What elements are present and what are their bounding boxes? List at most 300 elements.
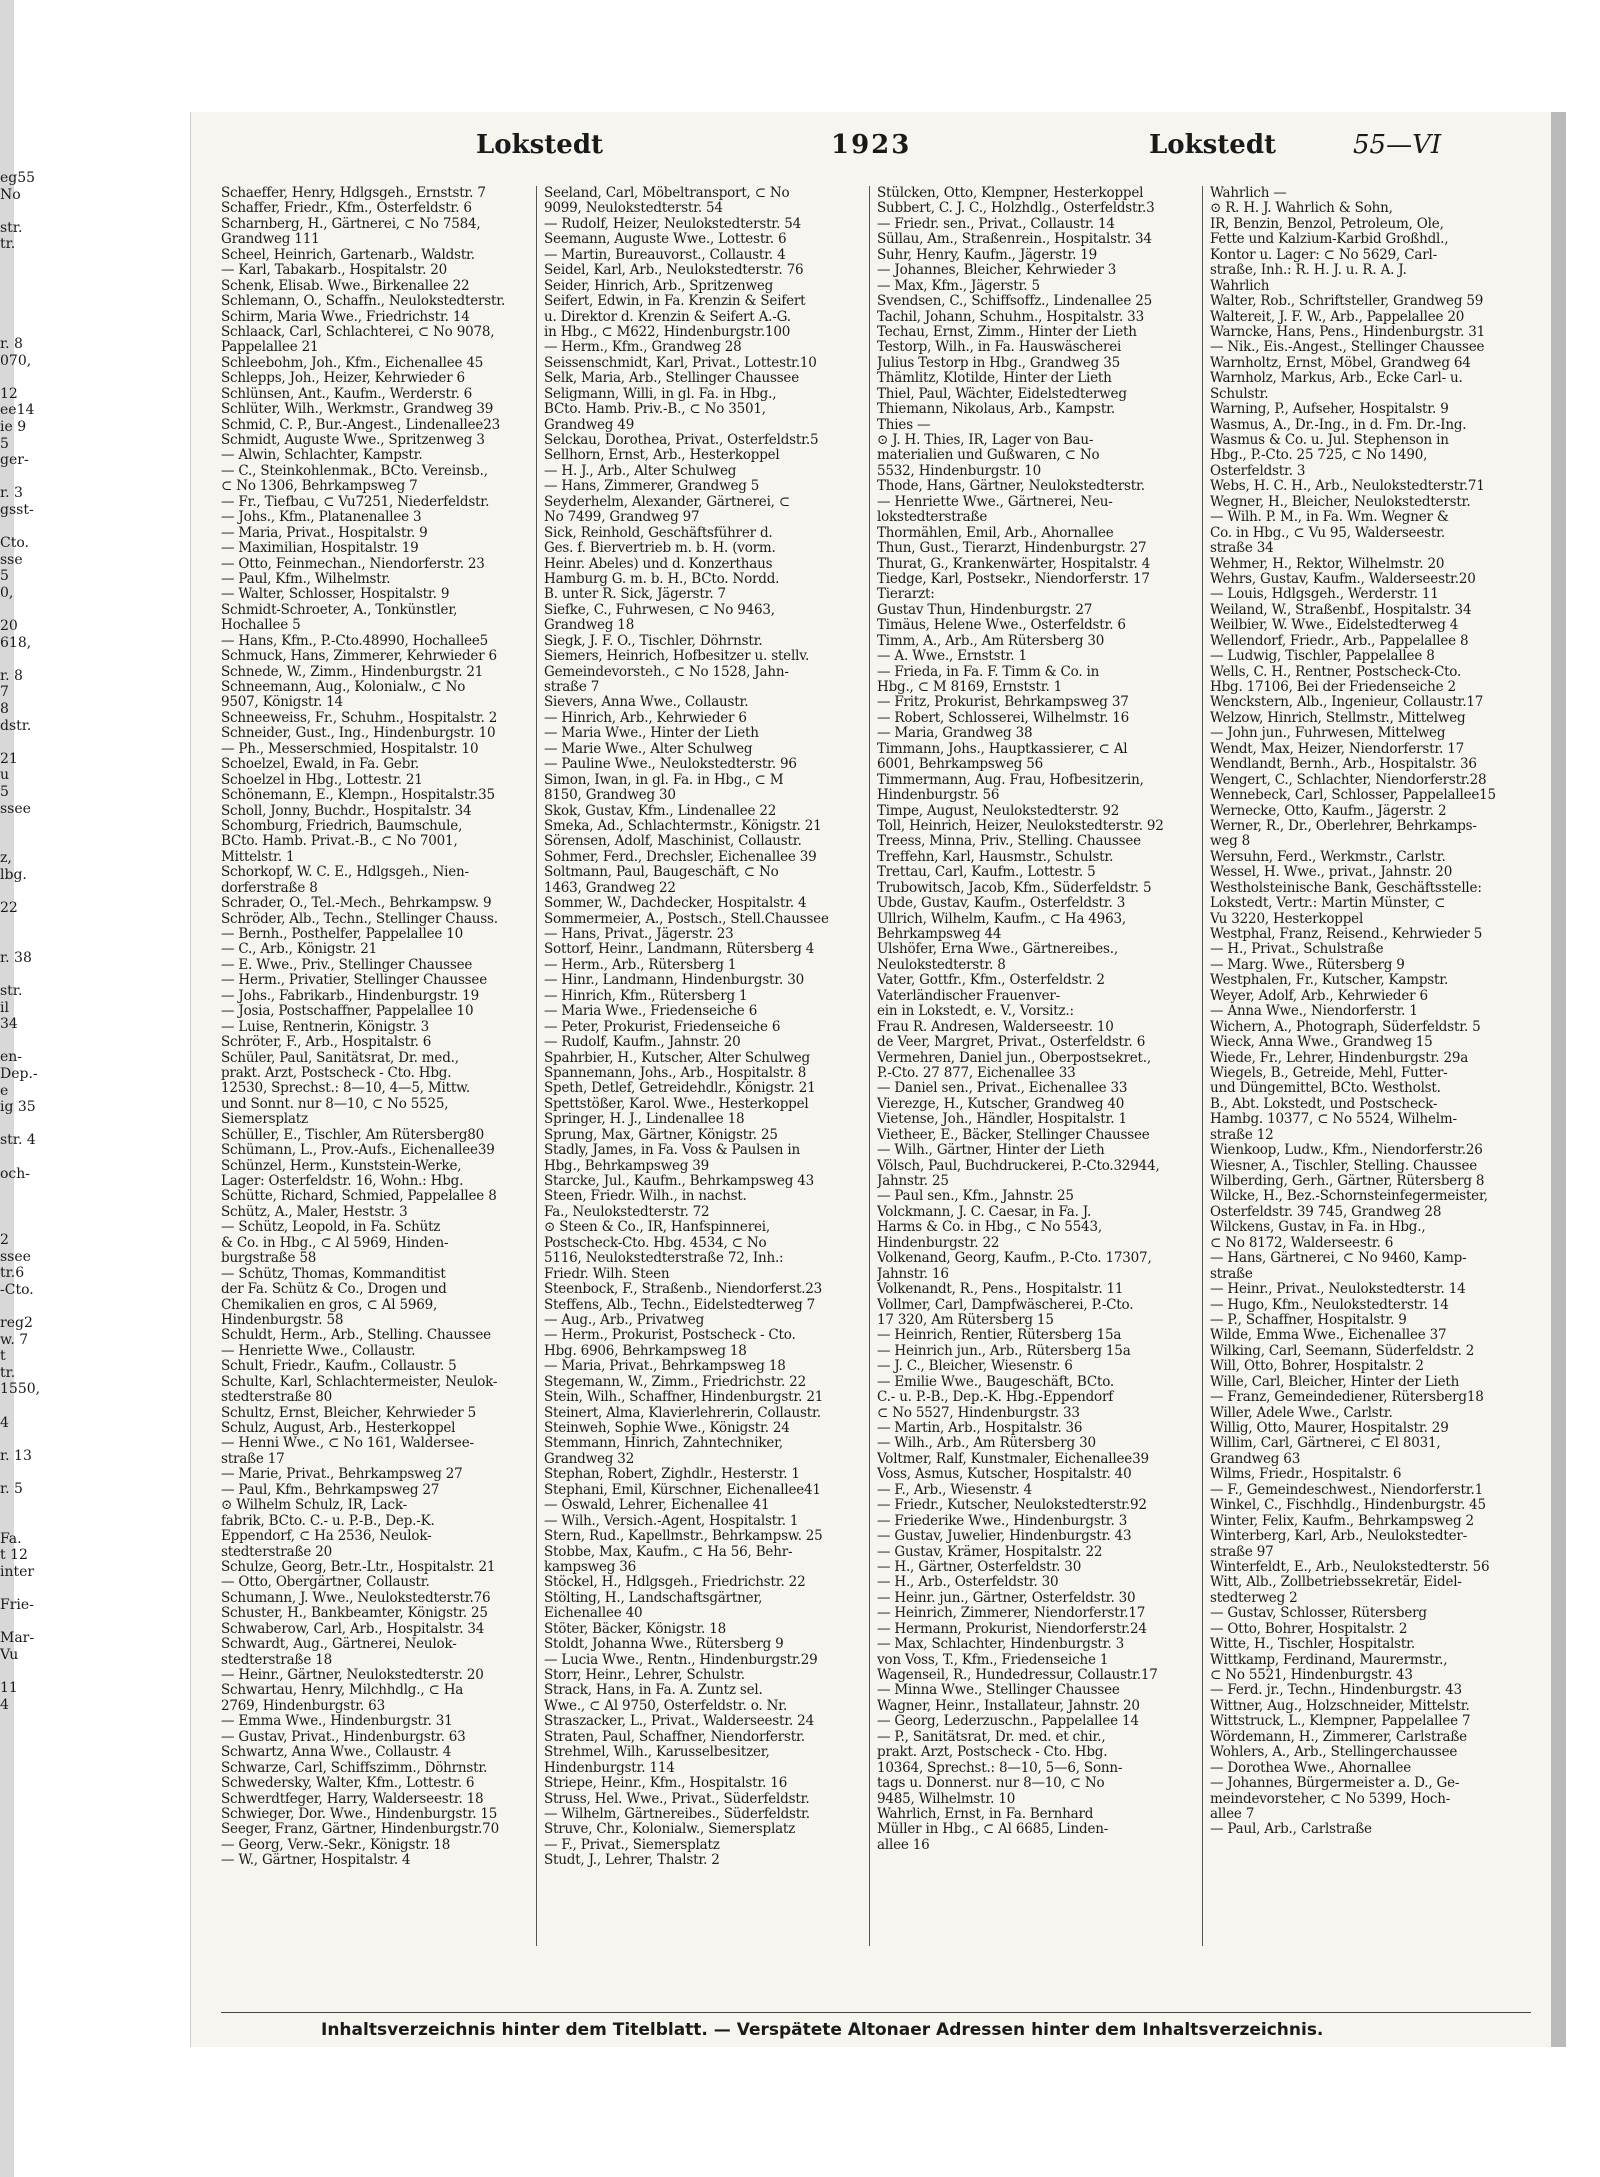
directory-entry-line: Winterberg, Karl, Arb., Neulokstedter- — [1210, 1529, 1467, 1545]
directory-entry-line: BCto. Hamb. Privat.-B., ⊂ No 7001, — [221, 834, 458, 850]
previous-page-fragment — [0, 834, 58, 851]
directory-entry-line: Stülcken, Otto, Klempner, Hesterkoppel — [877, 186, 1144, 201]
directory-entry-line: Werner, R., Dr., Oberlehrer, Behrkamps- — [1210, 818, 1477, 834]
directory-entry-line: stedterstraße 20 — [221, 1544, 332, 1560]
directory-entry-line: Wilms, Friedr., Hospitalstr. 6 — [1210, 1467, 1402, 1483]
directory-entry-line: — Hugo, Kfm., Neulokstedterstr. 14 — [1210, 1297, 1449, 1313]
directory-entry-line: — Ludwig, Tischler, Pappelallee 8 — [1210, 649, 1435, 665]
directory-entry-line: Willer, Adele Wwe., Carlstr. — [1210, 1405, 1393, 1421]
directory-entry-line: Wiede, Fr., Lehrer, Hindenburgstr. 29a — [1210, 1050, 1469, 1066]
previous-page-fragment: u — [0, 767, 10, 784]
directory-entry-line: Westphalen, Fr., Kutscher, Kampstr. — [1210, 973, 1449, 989]
previous-page-fragment: Fa. — [0, 1530, 22, 1547]
directory-entry-line: Wernecke, Otto, Kaufm., Jägerstr. 2 — [1210, 803, 1447, 819]
directory-entry-line: Vollmer, Carl, Dampfwäscherei, P.-Cto. — [877, 1297, 1134, 1313]
directory-entry-line: — Paul sen., Kfm., Jahnstr. 25 — [877, 1189, 1074, 1205]
directory-entry-line: allee 16 — [877, 1837, 930, 1853]
directory-entry-line: Weiland, W., Straßenbf., Hospitalstr. 34 — [1210, 602, 1472, 618]
directory-entry-line: Simon, Iwan, in gl. Fa. in Hbg., ⊂ M — [544, 772, 784, 788]
directory-entry-line: Volckmann, J. C. Caesar, in Fa. J. — [877, 1204, 1092, 1220]
directory-entry-line: Weyer, Adolf, Arb., Kehrwieder 6 — [1210, 988, 1428, 1004]
directory-entry-line: Thode, Hans, Gärtner, Neulokstedterstr. — [877, 479, 1145, 495]
directory-entry-line: — Johannes, Bleicher, Kehrwieder 3 — [877, 263, 1117, 279]
previous-page-fragment: 34 — [0, 1016, 18, 1033]
directory-entry-line: — H. J., Arb., Alter Schulweg — [544, 463, 737, 479]
directory-entry-line: — Herm., Arb., Rütersberg 1 — [544, 957, 737, 973]
directory-entry-line: Vu 3220, Hesterkoppel — [1210, 911, 1364, 927]
directory-entry-line: — Henni Wwe., ⊂ No 161, Waldersee- — [221, 1436, 474, 1452]
directory-entry-line: 12530, Sprechst.: 8—10, 4—5, Mittw. — [221, 1081, 470, 1097]
previous-page-fragment: 618, — [0, 634, 32, 651]
previous-page-fragment: t — [0, 1348, 6, 1365]
directory-entry-line: Schmidt, Auguste Wwe., Spritzenweg 3 — [221, 433, 485, 448]
directory-entry-line: Wördemann, H., Zimmerer, Carlstraße — [1210, 1729, 1467, 1745]
previous-page-fragment: 5 — [0, 568, 9, 585]
directory-entry-line: Waltereit, J. F. W., Arb., Pappelallee 20 — [1210, 309, 1465, 325]
directory-entry-line: Thormählen, Emil, Arb., Ahornallee — [877, 525, 1114, 541]
directory-entry-line: — Herm., Prokurist, Postscheck - Cto. — [544, 1328, 796, 1344]
directory-entry-line: Sommer, W., Dachdecker, Hospitalstr. 4 — [544, 896, 807, 912]
directory-entry-line: Stöckel, H., Hdlgsgeh., Friedrichstr. 22 — [544, 1575, 806, 1591]
directory-entry-line: Subbert, C. J. C., Holzhdlg., Osterfeldstr.3 — [877, 201, 1155, 217]
directory-entry-line: Wichern, A., Photograph, Süderfeldstr. 5 — [1210, 1019, 1481, 1035]
directory-entry-line: Trubowitsch, Jacob, Kfm., Süderfeldstr. 5 — [877, 880, 1152, 896]
previous-page-fragment — [0, 967, 58, 984]
directory-entry-line: Vietheer, E., Bäcker, Stellinger Chaussee — [877, 1127, 1150, 1143]
directory-entry-line: Starcke, Jul., Kaufm., Behrkampsweg 43 — [544, 1174, 815, 1189]
directory-entry-line: — Heinrich, Zimmerer, Niendorferstr.17 — [877, 1606, 1146, 1622]
directory-entry-line: Schenk, Elisab. Wwe., Birkenallee 22 — [221, 278, 470, 294]
directory-entry-line: Grandweg 18 — [544, 618, 635, 634]
previous-page-fragment: Cto. — [0, 535, 29, 552]
directory-entry-line: Kontor u. Lager: ⊂ No 5629, Carl- — [1210, 247, 1437, 263]
directory-entry-line: Schirm, Maria Wwe., Friedrichstr. 14 — [221, 309, 470, 325]
directory-entry-line: Stein, Wilh., Schaffner, Hindenburgstr. 21 — [544, 1390, 824, 1406]
previous-page-fragment: r. 13 — [0, 1447, 32, 1464]
directory-entry-line: Selk, Maria, Arb., Stellinger Chaussee — [544, 371, 799, 387]
directory-entry-line: Scheel, Heinrich, Gartenarb., Waldstr. — [221, 247, 475, 263]
directory-entry-line: — F., Gemeindeschwest., Niendorferstr.1 — [1210, 1482, 1483, 1498]
directory-entry-line: Wagner, Heinr., Installateur, Jahnstr. 20 — [877, 1698, 1140, 1714]
directory-entry-line: Wille, Carl, Bleicher, Hinter der Lieth — [1210, 1374, 1460, 1390]
directory-entry-line: — Herm., Privatier, Stellinger Chaussee — [221, 973, 487, 989]
directory-entry-line: und Sonnt. nur 8—10, ⊂ No 5525, — [221, 1096, 449, 1112]
directory-entry-line: Wendt, Max, Heizer, Niendorferstr. 17 — [1210, 741, 1465, 757]
directory-entry-line: Schütte, Richard, Schmied, Pappelallee 8 — [221, 1189, 497, 1205]
directory-entry-line: — Paul, Kfm., Wilhelmstr. — [221, 571, 391, 587]
previous-page-fragment — [0, 1182, 58, 1199]
previous-page-fragment — [0, 1614, 58, 1631]
directory-entry-line: Hochallee 5 — [221, 618, 301, 634]
directory-entry-line: Suhr, Henry, Kaufm., Jägerstr. 19 — [877, 247, 1098, 263]
directory-entry-line: — H., Gärtner, Osterfeldstr. 30 — [877, 1559, 1082, 1575]
directory-entry-line: Schlüter, Wilh., Werkmstr., Grandweg 39 — [221, 402, 494, 418]
directory-entry-line: — Heinrich, Rentier, Rütersberg 15a — [877, 1328, 1122, 1344]
page-header — [191, 112, 1551, 176]
directory-entry-line: Treess, Minna, Priv., Stelling. Chaussee — [877, 834, 1141, 850]
directory-entry-line: — Hermann, Prokurist, Niendorferstr.24 — [877, 1621, 1147, 1637]
previous-page-fragment — [0, 884, 58, 901]
directory-entry-line: straße 34 — [1210, 541, 1274, 557]
previous-page-fragment: 4 — [0, 1696, 9, 1713]
directory-entry-line: — Emilie Wwe., Baugeschäft, BCto. — [877, 1374, 1115, 1390]
directory-entry-line: — Johs., Kfm., Platanenallee 3 — [221, 510, 422, 526]
directory-entry-line: — Franz, Gemeindediener, Rütersberg18 — [1210, 1390, 1484, 1406]
directory-entry-line: — Gustav, Juwelier, Hindenburgstr. 43 — [877, 1529, 1132, 1545]
directory-entry-line: Müller in Hbg., ⊂ Al 6685, Linden- — [877, 1822, 1109, 1838]
previous-page-fragment: eg55 — [0, 170, 36, 186]
previous-page-fragment: e — [0, 1082, 9, 1099]
directory-entry-line: Winter, Felix, Kaufm., Behrkampsweg 2 — [1210, 1513, 1474, 1529]
directory-entry-line: — Maria, Privat., Behrkampsweg 18 — [544, 1359, 786, 1375]
directory-entry-line: Sprung, Max, Gärtner, Königstr. 25 — [544, 1127, 778, 1143]
directory-entry-line: — Otto, Feinmechan., Niendorferstr. 23 — [221, 556, 485, 572]
directory-entry-line: — Louis, Hdlgsgeh., Werderstr. 11 — [1210, 587, 1439, 603]
directory-entry-line: Stadly, James, in Fa. Voss & Paulsen in — [544, 1143, 800, 1159]
previous-page-fragment: Vu — [0, 1646, 19, 1663]
directory-entry-line: Treffehn, Karl, Hausmstr., Schulstr. — [877, 849, 1114, 865]
directory-entry-line: Straten, Paul, Schaffner, Niendorferstr. — [544, 1729, 805, 1745]
directory-entry-line: Steen, Friedr. Wilh., in nachst. — [544, 1189, 747, 1205]
directory-entry-line: Chemikalien en gros, ⊂ Al 5969, — [221, 1297, 438, 1313]
directory-entry-line: — Wilh., Versich.-Agent, Hospitalstr. 1 — [544, 1513, 799, 1529]
directory-entry-line: — Johannes, Bürgermeister a. D., Ge- — [1210, 1776, 1460, 1792]
directory-entry-line: — Gustav, Privat., Hindenburgstr. 63 — [221, 1729, 466, 1745]
directory-entry-line: — Paul, Kfm., Behrkampsweg 27 — [221, 1482, 440, 1498]
previous-page-fragment: Mar- — [0, 1630, 35, 1647]
previous-page-fragment: 22 — [0, 900, 18, 917]
directory-entry-line: Wenckstern, Alb., Ingenieur, Collaustr.17 — [1210, 695, 1484, 711]
previous-page-fragment — [0, 303, 58, 320]
directory-entry-line: Selckau, Dorothea, Privat., Osterfeldstr.5 — [544, 433, 819, 448]
directory-entry-line: Hambg. 10377, ⊂ No 5524, Wilhelm- — [1210, 1112, 1457, 1128]
directory-entry-line: Wahrlich — [1210, 278, 1270, 294]
directory-entry-line: Winterfeldt, E., Arb., Neulokstedterstr. 56 — [1210, 1559, 1490, 1575]
directory-entry-line: — Gustav, Schlosser, Rütersberg — [1210, 1606, 1427, 1622]
directory-entry-line: Schönemann, E., Klempn., Hospitalstr.35 — [221, 788, 495, 804]
directory-entry-line: burgstraße 58 — [221, 1251, 317, 1267]
directory-entry-line: ⊂ No 8172, Walderseestr. 6 — [1210, 1235, 1394, 1251]
directory-entry-line: Schneemann, Aug., Kolonialw., ⊂ No — [221, 680, 466, 695]
directory-entry-line: Volkenandt, R., Pens., Hospitalstr. 11 — [877, 1282, 1124, 1298]
directory-entry-line: 9099, Neulokstedterstr. 54 — [544, 201, 723, 217]
directory-entry-line: — Maria, Privat., Hospitalstr. 9 — [221, 525, 428, 541]
directory-entry-line: Schulte, Karl, Schlachtermeister, Neulok- — [221, 1374, 498, 1390]
directory-entry-line: 2769, Hindenburgstr. 63 — [221, 1698, 385, 1714]
directory-entry-line: stedterstraße 80 — [221, 1390, 332, 1406]
previous-page-fragment: No — [0, 186, 21, 203]
directory-entry-line: Stegemann, W., Zimm., Friedrichstr. 22 — [544, 1374, 806, 1390]
directory-entry-line: ein in Lokstedt, e. V., Vorsitz.: — [877, 1004, 1074, 1020]
directory-entry-line: Thiemann, Nikolaus, Arb., Kampstr. — [877, 402, 1115, 418]
directory-entry-line: Stobbe, Max, Kaufm., ⊂ Ha 56, Behr- — [544, 1544, 793, 1560]
previous-page-fragment — [0, 518, 58, 535]
previous-page-fragment — [0, 817, 58, 834]
directory-entry-line: — Max, Schlachter, Hindenburgstr. 3 — [877, 1637, 1124, 1653]
directory-entry-line: — Anna Wwe., Niendorferstr. 1 — [1210, 1004, 1418, 1020]
directory-entry-line: Fette und Kalzium-Karbid Großhdl., — [1210, 232, 1449, 248]
directory-entry-line: — Friederike Wwe., Hindenburgstr. 3 — [877, 1513, 1128, 1529]
previous-page-fragment: 12 — [0, 385, 18, 402]
previous-page-fragment — [0, 1116, 58, 1133]
directory-entry-line: IR, Benzin, Benzol, Petroleum, Öle, — [1210, 216, 1444, 232]
directory-entry-line: Stoldt, Johanna Wwe., Rütersberg 9 — [544, 1637, 784, 1653]
directory-entry-line: Strehmel, Wilh., Karusselbesitzer, — [544, 1745, 770, 1761]
directory-entry-line: Schlemann, O., Schaffn., Neulokstedterstr. — [221, 294, 506, 310]
directory-entry-line: u. Direktor d. Krenzin & Seifert A.-G. — [544, 309, 791, 325]
directory-entry-line: P.-Cto. 27 877, Eichenallee 33 — [877, 1065, 1076, 1081]
directory-entry-line: Warnholtz, Ernst, Möbel, Grandweg 64 — [1210, 355, 1471, 371]
directory-entry-line: Schlepps, Joh., Heizer, Kehrwieder 6 — [221, 371, 465, 387]
directory-entry-line: Spannemann, Johs., Arb., Hospitalstr. 8 — [544, 1065, 807, 1081]
directory-entry-line: 17 320, Am Rütersberg 15 — [877, 1312, 1054, 1328]
directory-entry-line: Osterfeldstr. 39 745, Grandweg 28 — [1210, 1204, 1442, 1220]
previous-page-fragment: -Cto. — [0, 1281, 34, 1298]
directory-entry-line: Wittkamp, Ferdinand, Maurermstr., — [1210, 1652, 1448, 1668]
directory-entry-line: ⊙ J. H. Thies, IR, Lager von Bau- — [877, 433, 1094, 448]
previous-page-fragment: Dep.- — [0, 1066, 38, 1083]
directory-entry-line: straße 7 — [544, 680, 600, 695]
previous-page-fragment: och- — [0, 1165, 31, 1182]
directory-entry-line: Schwaberow, Carl, Arb., Hospitalstr. 34 — [221, 1621, 485, 1637]
directory-entry-line: — Martin, Bureauvorst., Collaustr. 4 — [544, 247, 786, 263]
directory-entry-line: Jahnstr. 25 — [877, 1174, 949, 1189]
column-4 — [1210, 186, 1528, 1946]
previous-page-fragment — [0, 1514, 58, 1531]
directory-entry-line: Wittstruck, L., Klempner, Pappelallee 7 — [1210, 1714, 1471, 1730]
directory-entry-line: materialien und Gußwaren, ⊂ No — [877, 448, 1100, 464]
directory-entry-line: Schüller, E., Tischler, Am Rütersberg80 — [221, 1127, 485, 1143]
directory-entry-line: — Ferd. jr., Techn., Hindenburgstr. 43 — [1210, 1683, 1462, 1699]
directory-entry-line: 9485, Wilhelmstr. 10 — [877, 1791, 1016, 1807]
previous-page-fragment — [0, 319, 58, 336]
directory-entry-line: — Emma Wwe., Hindenburgstr. 31 — [221, 1714, 453, 1730]
previous-page-fragment — [0, 1498, 58, 1515]
directory-entry-line: Warnholz, Markus, Arb., Ecke Carl- u. — [1210, 371, 1463, 387]
previous-page-fragment: 070, — [0, 352, 32, 369]
directory-entry-line: Willig, Otto, Maurer, Hospitalstr. 29 — [1210, 1421, 1449, 1436]
directory-entry-line: — Hans, Privat., Jägerstr. 23 — [544, 927, 734, 942]
directory-entry-line: Sohmer, Ferd., Drechsler, Eichenallee 39 — [544, 849, 817, 865]
directory-entry-line: — Bernh., Posthelfer, Pappelallee 10 — [221, 927, 464, 942]
directory-entry-line: Stephani, Emil, Kürschner, Eichenallee41 — [544, 1482, 821, 1498]
directory-entry-line: Schaffer, Friedr., Kfm., Osterfeldstr. 6 — [221, 201, 472, 217]
previous-page-fragment: 7 — [0, 684, 9, 701]
directory-entry-line: Wienkoop, Ludw., Kfm., Niendorferstr.26 — [1210, 1143, 1483, 1159]
directory-entry-line: — P., Sanitätsrat, Dr. med. et chir., — [877, 1729, 1106, 1745]
directory-entry-line: Behrkampsweg 44 — [877, 927, 1002, 942]
previous-page-fragment — [0, 1149, 58, 1166]
directory-entry-line: Schumann, J. Wwe., Neulokstedterstr.76 — [221, 1590, 491, 1606]
directory-entry-line: 9507, Königstr. 14 — [221, 695, 343, 711]
directory-entry-line: — Hinrich, Arb., Kehrwieder 6 — [544, 710, 747, 726]
previous-page-fragment — [0, 1199, 58, 1216]
directory-entry-line: C.- u. P.-B., Dep.-K. Hbg.-Eppendorf — [877, 1390, 1113, 1406]
previous-page-fragment: r. 8 — [0, 335, 23, 352]
directory-entry-line: — Maria Wwe., Friedenseiche 6 — [544, 1004, 758, 1020]
column-divider — [536, 186, 537, 1946]
directory-entry-line: Wersuhn, Ferd., Werkmstr., Carlstr. — [1210, 849, 1446, 865]
directory-entry-line: Schulze, Georg, Betr.-Ltr., Hospitalstr. 21 — [221, 1559, 496, 1575]
directory-entry-line: Witte, H., Tischler, Hospitalstr. — [1210, 1637, 1415, 1653]
directory-entry-line: prakt. Arzt, Postscheck - Cto. Hbg. — [221, 1065, 452, 1081]
column-1 — [221, 186, 531, 1946]
directory-entry-line: Striepe, Heinr., Kfm., Hospitalstr. 16 — [544, 1776, 788, 1792]
directory-entry-line: B. unter R. Sick, Jägerstr. 7 — [544, 587, 726, 603]
directory-entry-line: — Aug., Arb., Privatweg — [544, 1312, 705, 1328]
directory-entry-line: Schmidt-Schroeter, A., Tonkünstler, — [221, 602, 458, 618]
directory-entry-line: Struss, Hel. Wwe., Privat., Süderfeldstr. — [544, 1791, 810, 1807]
directory-entry-line: Wwe., ⊂ Al 9750, Osterfeldstr. o. Nr. — [544, 1698, 788, 1714]
directory-entry-line: Wohlers, A., Arb., Stellingerchaussee — [1210, 1745, 1458, 1761]
directory-entry-line: — Gustav, Krämer, Hospitalstr. 22 — [877, 1544, 1103, 1560]
directory-entry-line: — Heinr., Privat., Neulokstedterstr. 14 — [1210, 1282, 1466, 1298]
directory-entry-line: Testorp, Wilh., in Fa. Hauswäscherei — [877, 340, 1122, 356]
previous-page-fragment: 2 — [0, 1232, 9, 1248]
directory-entry-line: Julius Testorp in Hbg., Grandweg 35 — [877, 355, 1120, 371]
directory-entry-line: Wiesner, A., Tischler, Stelling. Chaussee — [1210, 1158, 1478, 1174]
directory-entry-line: — Hans, Zimmerer, Grandweg 5 — [544, 479, 760, 495]
previous-page-fragment — [0, 1033, 58, 1050]
directory-entry-line: — Wilh., Gärtner, Hinter der Lieth — [877, 1143, 1105, 1159]
directory-entry-line: — Maria Wwe., Hinter der Lieth — [544, 726, 759, 742]
footer-divider — [221, 2012, 1531, 2013]
directory-entry-line: — C., Steinkohlenmak., BCto. Vereinsb., — [221, 463, 488, 479]
directory-entry-line: Ulshöfer, Erna Wwe., Gärtnereibes., — [877, 942, 1118, 958]
previous-page-fragment: tr. — [0, 236, 16, 253]
directory-entry-line: straße 97 — [1210, 1544, 1274, 1560]
directory-entry-line: Svendsen, C., Schiffsoffz., Lindenallee 25 — [877, 294, 1153, 310]
previous-page-fragment: 8 — [0, 701, 9, 717]
previous-page-fragment — [0, 203, 58, 220]
directory-entry-line: — Luise, Rentnerin, Königstr. 3 — [221, 1019, 430, 1035]
directory-entry-line: — Henriette Wwe., Gärtnerei, Neu- — [877, 494, 1113, 510]
directory-entry-line: Scholl, Jonny, Buchdr., Hospitalstr. 34 — [221, 803, 472, 819]
directory-entry-line: Vierezge, H., Kutscher, Grandweg 40 — [877, 1096, 1125, 1112]
previous-page-fragment: en- — [0, 1049, 23, 1066]
directory-entry-line: Schütz, A., Maler, Heststr. 3 — [221, 1204, 408, 1220]
directory-entry-line: — F., Arb., Wiesenstr. 4 — [877, 1482, 1032, 1498]
directory-entry-line: lokstedterstraße — [877, 510, 988, 526]
directory-entry-line: Hbg. 17106, Bei der Friedenseiche 2 — [1210, 680, 1456, 695]
previous-page-fragment: ig 35 — [0, 1099, 36, 1116]
directory-entry-line: — Alwin, Schlachter, Kampstr. — [221, 448, 423, 464]
directory-entry-line: Wengert, C., Schlachter, Niendorferstr.28 — [1210, 772, 1487, 788]
directory-entry-line: Ubde, Gustav, Kaufm., Osterfeldstr. 3 — [877, 896, 1126, 912]
directory-entry-line: — Otto, Bohrer, Hospitalstr. 2 — [1210, 1621, 1408, 1637]
directory-entry-line: Strack, Hans, in Fa. A. Zuntz sel. — [544, 1683, 763, 1699]
previous-page-fragment: 21 — [0, 750, 18, 767]
directory-entry-line: Hindenburgstr. 114 — [544, 1760, 675, 1776]
directory-entry-line: ⊙ Wilhelm Schulz, IR, Lack- — [221, 1498, 407, 1514]
directory-entry-line: — Herm., Kfm., Grandweg 28 — [544, 340, 742, 356]
directory-entry-line: Schultz, Ernst, Bleicher, Kehrwieder 5 — [221, 1405, 477, 1421]
previous-page-fragment: r. 38 — [0, 949, 32, 966]
directory-entry-line: Tachil, Johann, Schuhm., Hospitalstr. 33 — [877, 309, 1144, 325]
directory-entry-line: Schaeffer, Henry, Hdlgsgeh., Ernststr. 7 — [221, 186, 486, 201]
directory-entry-line: und Düngemittel, BCto. Westholst. — [1210, 1081, 1441, 1097]
previous-page-fragment: 20 — [0, 618, 18, 635]
directory-entry-line: — Wilhelm, Gärtnereibes., Süderfeldstr. — [544, 1806, 810, 1822]
directory-entry-line: Sick, Reinhold, Geschäftsführer d. — [544, 525, 773, 541]
directory-entry-line: Warning, P., Aufseher, Hospitalstr. 9 — [1210, 402, 1449, 418]
directory-entry-line: Schwardt, Aug., Gärtnerei, Neulok- — [221, 1637, 457, 1653]
directory-entry-line: — Hans, Kfm., P.-Cto.48990, Hochallee5 — [221, 633, 489, 649]
directory-entry-line: Schünzel, Herm., Kunststein-Werke, — [221, 1158, 462, 1174]
directory-entry-line: — Schütz, Leopold, in Fa. Schütz — [221, 1220, 441, 1236]
directory-entry-line: Storr, Heinr., Lehrer, Schulstr. — [544, 1668, 745, 1683]
previous-page-fragment: t 12 — [0, 1547, 28, 1564]
directory-entry-line: Schulstr. — [1210, 386, 1269, 402]
directory-entry-line: Seidel, Karl, Arb., Neulokstedterstr. 76 — [544, 263, 804, 279]
previous-page-fragment: ssee — [0, 800, 31, 817]
directory-entry-line: — Otto, Obergärtner, Collaustr. — [221, 1575, 430, 1591]
directory-entry-line: — Ph., Messerschmied, Hospitalstr. 10 — [221, 741, 479, 757]
previous-page-fragment: dstr. — [0, 717, 32, 734]
directory-entry-line: ⊂ No 1306, Behrkampsweg 7 — [221, 479, 418, 495]
previous-page-fragment: tr.6 — [0, 1265, 25, 1282]
column-2 — [544, 186, 862, 1946]
directory-entry-line: BCto. Hamb. Priv.-B., ⊂ No 3501, — [544, 402, 766, 418]
directory-entry-line: Wagenseil, R., Hundedressur, Collaustr.17 — [877, 1668, 1158, 1683]
directory-entry-line: — W., Gärtner, Hospitalstr. 4 — [221, 1853, 411, 1869]
directory-entry-line: Hbg., P.-Cto. 25 725, ⊂ No 1490, — [1210, 448, 1428, 464]
directory-entry-line: — Hinr., Landmann, Hindenburgstr. 30 — [544, 973, 805, 989]
directory-entry-line: Hindenburgstr. 56 — [877, 788, 1000, 804]
previous-page-fragment: ee14 — [0, 402, 35, 419]
directory-entry-line: Wehrs, Gustav, Kaufm., Walderseestr.20 — [1210, 571, 1476, 587]
directory-entry-line: — Pauline Wwe., Neulokstedterstr. 96 — [544, 757, 797, 773]
directory-entry-line: Mittelstr. 1 — [221, 849, 295, 865]
directory-entry-line: straße, Inh.: R. H. J. u. R. A. J. — [1210, 263, 1407, 279]
directory-entry-line: No 7499, Grandweg 97 — [544, 510, 700, 526]
directory-entry-line: Stemmann, Hinrich, Zahntechniker, — [544, 1436, 784, 1452]
previous-page-fragment — [0, 1215, 58, 1232]
directory-entry-line: Schneider, Gust., Ing., Hindenburgstr. 10 — [221, 726, 496, 742]
directory-entry-line: Seligmann, Willi, in gl. Fa. in Hbg., — [544, 386, 777, 402]
directory-entry-line: weg 8 — [1210, 834, 1251, 850]
previous-page-fragment: str. — [0, 983, 23, 1000]
page-number: 55—VI — [1353, 130, 1442, 160]
directory-entry-line: Wegner, H., Bleicher, Neulokstedterstr. — [1210, 494, 1471, 510]
directory-entry-line: ⊂ No 5521, Hindenburgstr. 43 — [1210, 1668, 1413, 1683]
header-year: 1923 — [831, 130, 912, 160]
directory-entry-line: fabrik, BCto. C.- u. P.-B., Dep.-K. — [221, 1513, 435, 1529]
directory-entry-line: Stephan, Robert, Zighdlr., Hesterstr. 1 — [544, 1467, 800, 1483]
directory-entry-line: Schwartz, Anna Wwe., Collaustr. 4 — [221, 1745, 452, 1761]
directory-entry-line: Springer, H. J., Lindenallee 18 — [544, 1112, 745, 1128]
directory-entry-line: Schnede, W., Zimm., Hindenburgstr. 21 — [221, 664, 484, 680]
column-divider — [869, 186, 870, 1946]
directory-entry-line: dorferstraße 8 — [221, 880, 318, 896]
directory-entry-line: — Rudolf, Kaufm., Jahnstr. 20 — [544, 1035, 741, 1051]
directory-entry-line: — P., Schaffner, Hospitalstr. 9 — [1210, 1312, 1407, 1328]
directory-entry-line: Stern, Rud., Kapellmstr., Behrkampsw. 25 — [544, 1529, 823, 1545]
directory-entry-line: Hbg., Behrkampsweg 39 — [544, 1158, 710, 1174]
directory-entry-line: prakt. Arzt, Postscheck - Cto. Hbg. — [877, 1745, 1108, 1761]
directory-entry-line: 5116, Neulokstedterstraße 72, Inh.: — [544, 1251, 784, 1267]
previous-page-fragment: gsst- — [0, 501, 34, 518]
directory-entry-line: Thurat, G., Krankenwärter, Hospitalstr. 4 — [877, 556, 1151, 572]
directory-entry-line: Wahrlich, Ernst, in Fa. Bernhard — [877, 1806, 1094, 1822]
directory-entry-line: Co. in Hbg., ⊂ Vu 95, Walderseestr. — [1210, 525, 1445, 541]
previous-page-fragment: lbg. — [0, 866, 27, 883]
directory-entry-line: — Walter, Schlosser, Hospitalstr. 9 — [221, 587, 450, 603]
directory-entry-line: — C., Arb., Königstr. 21 — [221, 942, 378, 958]
directory-entry-line: Schulz, August, Arb., Hesterkoppel — [221, 1421, 456, 1436]
directory-entry-line: Seemann, Auguste Wwe., Lottestr. 6 — [544, 232, 787, 248]
directory-entry-line: Schwieger, Dor. Wwe., Hindenburgstr. 15 — [221, 1806, 498, 1822]
